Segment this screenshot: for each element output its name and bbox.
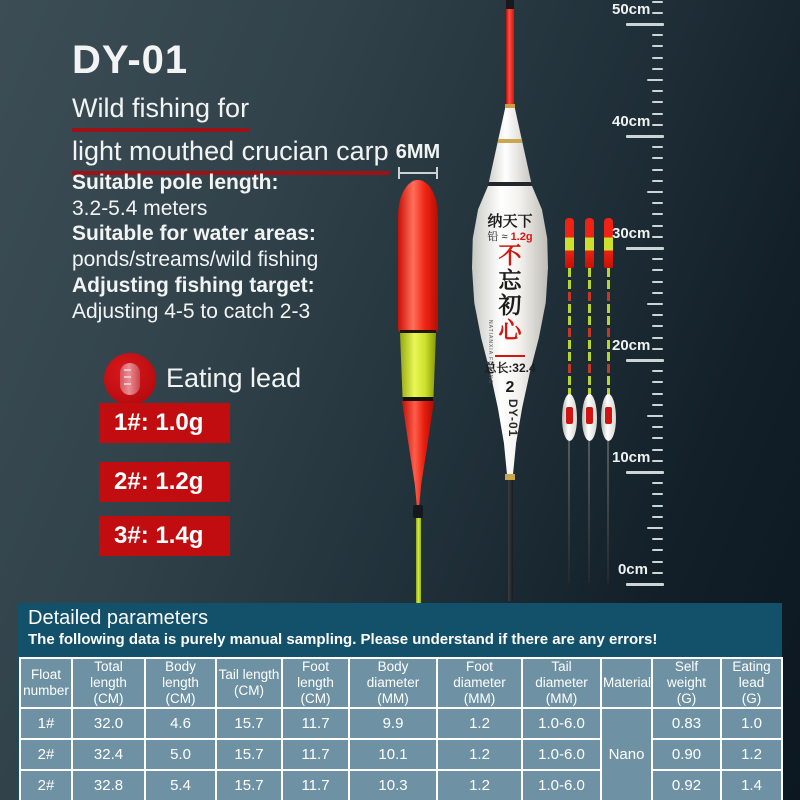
parameters-table [19, 657, 783, 800]
table-cell: 5.4 [145, 770, 216, 800]
table-header-row [20, 658, 782, 708]
spec-label: Adjusting fishing target: [72, 273, 315, 297]
table-column-header: Total length (CM) [72, 658, 145, 708]
ruler-tick [652, 1, 663, 3]
ruler-tick [652, 437, 663, 439]
ruler-tick [652, 460, 663, 462]
ruler-label: 30cm [612, 225, 651, 242]
table-column-header: Float number [20, 658, 72, 708]
table-column-header: Self weight (G) [652, 658, 721, 708]
table-column-header: Foot length (CM) [282, 658, 349, 708]
spec-label: Suitable for water areas: [72, 222, 316, 246]
ruler-tick [652, 561, 663, 563]
ruler-tick [652, 124, 663, 126]
page-title: DY-01 [72, 38, 189, 82]
ruler-tick [652, 57, 663, 59]
mini-float-foot [607, 441, 609, 583]
lead-value: 1.2g [510, 231, 533, 243]
ruler-tick [652, 516, 663, 518]
red-float-top [398, 180, 438, 332]
eating-lead-icon [104, 353, 156, 405]
gold-band [498, 139, 522, 143]
ruler-tick [647, 527, 663, 529]
ruler-tick [652, 337, 663, 339]
ruler-tick [652, 426, 663, 428]
ruler-tick [652, 493, 663, 495]
mini-float-logo [566, 407, 573, 424]
panel-title: Detailed parameters [28, 607, 209, 629]
red-float-tail [416, 518, 421, 603]
table-cell: 1.2 [437, 708, 522, 739]
red-float-body [402, 401, 434, 505]
table-column-header: Body length (CM) [145, 658, 216, 708]
ruler-tick [647, 191, 663, 193]
table-cell: 0.92 [652, 770, 721, 800]
ruler-tick [652, 325, 663, 327]
table-row [20, 708, 782, 739]
mini-float-logo [605, 407, 612, 424]
ruler-tick [652, 505, 663, 507]
table-cell: 15.7 [216, 770, 282, 800]
ruler-tick [652, 169, 663, 171]
float-total-length: 总长:32.4 [484, 361, 536, 375]
table-cell: 15.7 [216, 739, 282, 770]
ruler-tick [652, 90, 663, 92]
mini-float-foot [568, 441, 570, 583]
table-cell: 32.8 [72, 770, 145, 800]
ruler-tick [652, 393, 663, 395]
ruler-tick [652, 258, 663, 260]
mini-float-antenna [607, 268, 610, 396]
ruler-tick [626, 471, 664, 474]
float-model: DY-01 [506, 399, 520, 438]
table-cell: 1.2 [437, 770, 522, 800]
white-float-antenna [506, 9, 514, 104]
table-column-header: Material [601, 658, 652, 708]
table-cell: 10.3 [349, 770, 437, 800]
ruler-tick [647, 79, 663, 81]
float-size-number: 2 [505, 379, 515, 396]
red-float-divider [400, 330, 436, 333]
ruler-tick [652, 281, 663, 283]
table-column-header: Tail length (CM) [216, 658, 282, 708]
ruler-tick [626, 135, 664, 138]
weight-badge-3: 3#: 1.4g [99, 516, 230, 556]
table-cell: 1# [20, 708, 72, 739]
ruler-tick [652, 68, 663, 70]
weight-badge-2: 2#: 1.2g [99, 462, 230, 502]
mini-float-top [585, 218, 594, 268]
spec-list [72, 170, 318, 324]
ruler-tick [652, 482, 663, 484]
table-cell: 10.1 [349, 739, 437, 770]
ruler-label: 20cm [612, 337, 651, 354]
slogan-char: 初 [498, 292, 522, 318]
ruler-tick [652, 180, 663, 182]
table-cell: 1.4 [721, 770, 782, 800]
table-cell: 1.2 [437, 739, 522, 770]
ruler-tick [652, 236, 663, 238]
lead-weight-icon [120, 363, 140, 395]
diameter-bracket [398, 167, 438, 179]
red-float-joint [413, 505, 423, 518]
ruler-tick [652, 314, 663, 316]
ruler-tick [652, 225, 663, 227]
ruler-tick [652, 381, 663, 383]
ruler-tick [652, 113, 663, 115]
weight-badge-1: 1#: 1.0g [99, 403, 230, 443]
ruler-tick [652, 213, 663, 215]
table-cell: 32.0 [72, 708, 145, 739]
white-float-foot [508, 480, 513, 601]
diameter-label: 6MM [395, 141, 441, 163]
float-side-text: NATIANXIA FISHING [487, 320, 493, 385]
slogan-char: 不 [498, 242, 522, 268]
tagline-line1: Wild fishing for [72, 92, 249, 132]
table-cell: 32.4 [72, 739, 145, 770]
table-column-header: Tail diameter (MM) [522, 658, 601, 708]
mini-float-logo [586, 407, 593, 424]
detailed-parameters-panel [18, 603, 782, 800]
ruler-tick [652, 34, 663, 36]
table-column-header: Foot diameter (MM) [437, 658, 522, 708]
ruler-tick [652, 449, 663, 451]
table-row [20, 770, 782, 800]
ruler-tick [652, 572, 663, 574]
ruler-tick [652, 348, 663, 350]
slogan-char: 心 [498, 317, 522, 343]
ruler-label: 40cm [612, 113, 651, 130]
ruler-tick [652, 404, 663, 406]
table-cell: 1.0-6.0 [522, 708, 601, 739]
tagline-line2: light mouthed crucian carp [72, 135, 389, 175]
mini-float-antenna [568, 268, 571, 396]
table-cell: 4.6 [145, 708, 216, 739]
ruler-tick [652, 269, 663, 271]
ruler-label: 50cm [612, 1, 651, 18]
table-cell: 1.0 [721, 708, 782, 739]
ruler-tick [652, 146, 663, 148]
slogan-char: 忘 [498, 267, 522, 293]
ruler-label: 0cm [617, 561, 648, 578]
table-cell: 5.0 [145, 739, 216, 770]
ruler-tick [652, 549, 663, 551]
eating-lead-label: Eating lead [166, 363, 302, 393]
mini-float-antenna [588, 268, 591, 396]
ruler-tick [652, 101, 663, 103]
table-cell: 0.90 [652, 739, 721, 770]
mini-float-body [562, 394, 577, 441]
panel-note: The following data is purely manual sampling. Please understand if there are any errors! [28, 631, 658, 648]
red-float-divider [403, 397, 433, 401]
spec-value: ponds/streams/wild fishing [72, 248, 319, 272]
table-cell: 2# [20, 770, 72, 800]
ruler-tick [626, 23, 664, 26]
white-float-tip [506, 0, 514, 9]
table-cell: 1.0-6.0 [522, 739, 601, 770]
table-column-header: Eating lead (G) [721, 658, 782, 708]
ruler-tick [652, 45, 663, 47]
ruler-label: 10cm [612, 449, 651, 466]
ruler-tick [652, 370, 663, 372]
spec-value: 3.2-5.4 meters [72, 196, 208, 220]
table-cell: 11.7 [282, 708, 349, 739]
mini-float-top [565, 218, 574, 268]
mini-float-foot [588, 441, 590, 583]
table-cell: 0.83 [652, 708, 721, 739]
ruler [612, 0, 668, 600]
lead-prefix: 铅 ≈ [487, 231, 508, 243]
ruler-tick [626, 583, 664, 586]
table-cell: 15.7 [216, 708, 282, 739]
ruler-tick [647, 415, 663, 417]
red-rule [495, 355, 525, 357]
spec-label: Suitable pole length: [72, 171, 279, 194]
red-float-yellow-band [400, 333, 436, 397]
ruler-tick [652, 12, 663, 14]
tagline [72, 92, 389, 178]
ruler-tick [652, 157, 663, 159]
white-float-shoulder [488, 108, 532, 186]
table-cell: 11.7 [282, 739, 349, 770]
mini-float-body [582, 394, 597, 441]
table-cell: 1.0-6.0 [522, 770, 601, 800]
table-cell: 2# [20, 739, 72, 770]
table-cell: 11.7 [282, 770, 349, 800]
table-column-header: Body diameter (MM) [349, 658, 437, 708]
ruler-tick [652, 202, 663, 204]
spec-value: Adjusting 4-5 to catch 2-3 [72, 299, 311, 323]
table-cell-material: Nano [601, 708, 652, 800]
mini-float-body [601, 394, 616, 441]
ruler-tick [652, 292, 663, 294]
float-brand: 纳天下 [487, 213, 533, 230]
table-cell: 9.9 [349, 708, 437, 739]
table-cell: 1.2 [721, 739, 782, 770]
ruler-tick [652, 538, 663, 540]
ruler-tick [626, 247, 664, 250]
table-row [20, 739, 782, 770]
ruler-tick [647, 303, 663, 305]
ruler-tick [626, 359, 664, 362]
